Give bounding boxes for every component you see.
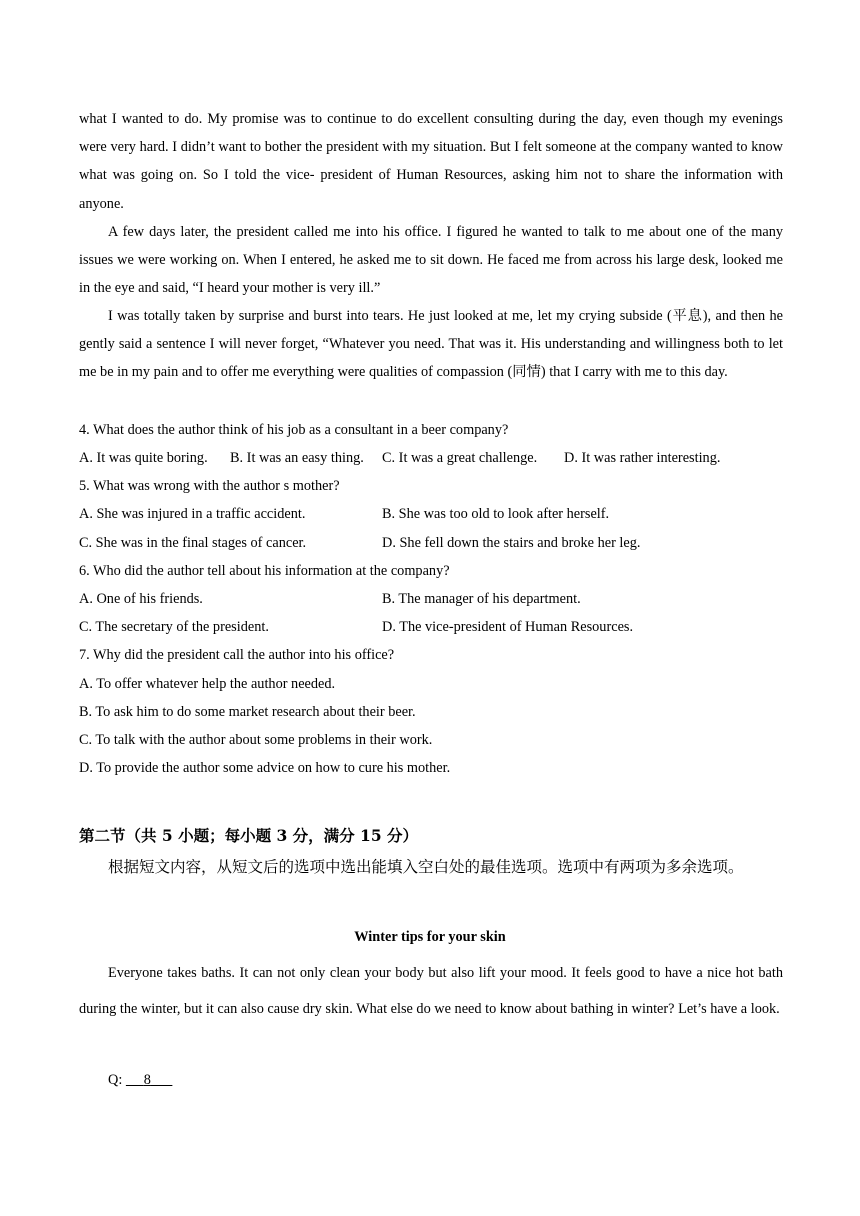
answer-blank-8 [126,1072,172,1088]
question-7-option-a: A. To offer whatever help the author needed. [79,676,336,692]
question-7-option-b: B. To ask him to do some market research about their beer. [79,704,416,720]
passage-paragraph-1: what I wanted to do. My promise was to continue to do excellent consulting during the day, even though my evenings were very hard. I didn’t want to bother the president with my situation. But I felt someone at the company wanted to know what was going on. So I told the vice- president of Human Resources, asking him not to share the information with anyone. [79,111,783,212]
question-6-option-a: A. One of his friends. [79,591,203,607]
question-6-option-b: B. The manager of his department. [382,591,581,607]
question-7-option-d: D. To provide the author some advice on how to cure his mother. [79,760,451,776]
question-4-stem: 4. What does the author think of his job as a consultant in a beer company? [79,422,509,438]
question-7-stem: 7. Why did the president call the author into his office? [79,647,395,663]
passage-intro: Everyone takes baths. It can not only clean your body but also lift your mood. It feels good to have a nice hot bath during the winter, but it can also cause dry skin. What else do we need to know about bathing in winter? Let’s have a look. [79,965,783,1017]
passage-paragraph-2: A few days later, the president called me into his office. I figured he wanted to talk to me about one of the many issues we were working on. When I entered, he asked me to sit down. He faced me from across his large desk, looked me in the eye and said, “I heard your mother is very ill.” [79,224,783,297]
blank-number: 8 [143,1072,151,1088]
question-6-option-d: D. The vice-president of Human Resources. [382,619,634,635]
question-5-option-a: A. She was injured in a traffic accident. [79,506,306,522]
question-4-option-a: A. It was quite boring. [79,450,208,466]
question-5-option-d: D. She fell down the stairs and broke her leg. [382,535,641,551]
passage-title: Winter tips for your skin [354,929,506,945]
question-label: Q: [108,1072,123,1088]
question-6-option-c: C. The secretary of the president. [79,619,269,635]
question-7-option-c: C. To talk with the author about some problems in their work. [79,732,433,748]
section-instruction: 根据短文内容，从短文后的选项中选出能填入空白处的最佳选项。选项中有两项为多余选项。 [108,858,744,876]
question-5-option-c: C. She was in the final stages of cancer. [79,535,307,551]
question-5-option-b: B. She was too old to look after herself. [382,506,610,522]
question-4-option-b: B. It was an easy thing. [230,450,364,466]
question-4-option-d: D. It was rather interesting. [564,450,721,466]
question-6-stem: 6. Who did the author tell about his information at the company? [79,563,450,579]
passage-paragraph-3: I was totally taken by surprise and burst into tears. He just looked at me, let my crying subside (平息), and then he gently said a sentence I will never forget, “Whatever you need. That was it. His understanding and willingness both to let me be in my pain and to offer me everything were qualities of compassion (同情) that I carry with me to this day. [79,308,783,381]
question-4-option-c: C. It was a great challenge. [382,450,538,466]
question-8-line [108,1070,172,1090]
section-heading: 第二节（共 5 小题；每小题 3 分，满分 15 分） [79,826,419,845]
question-5-stem: 5. What was wrong with the author s mother? [79,478,340,494]
